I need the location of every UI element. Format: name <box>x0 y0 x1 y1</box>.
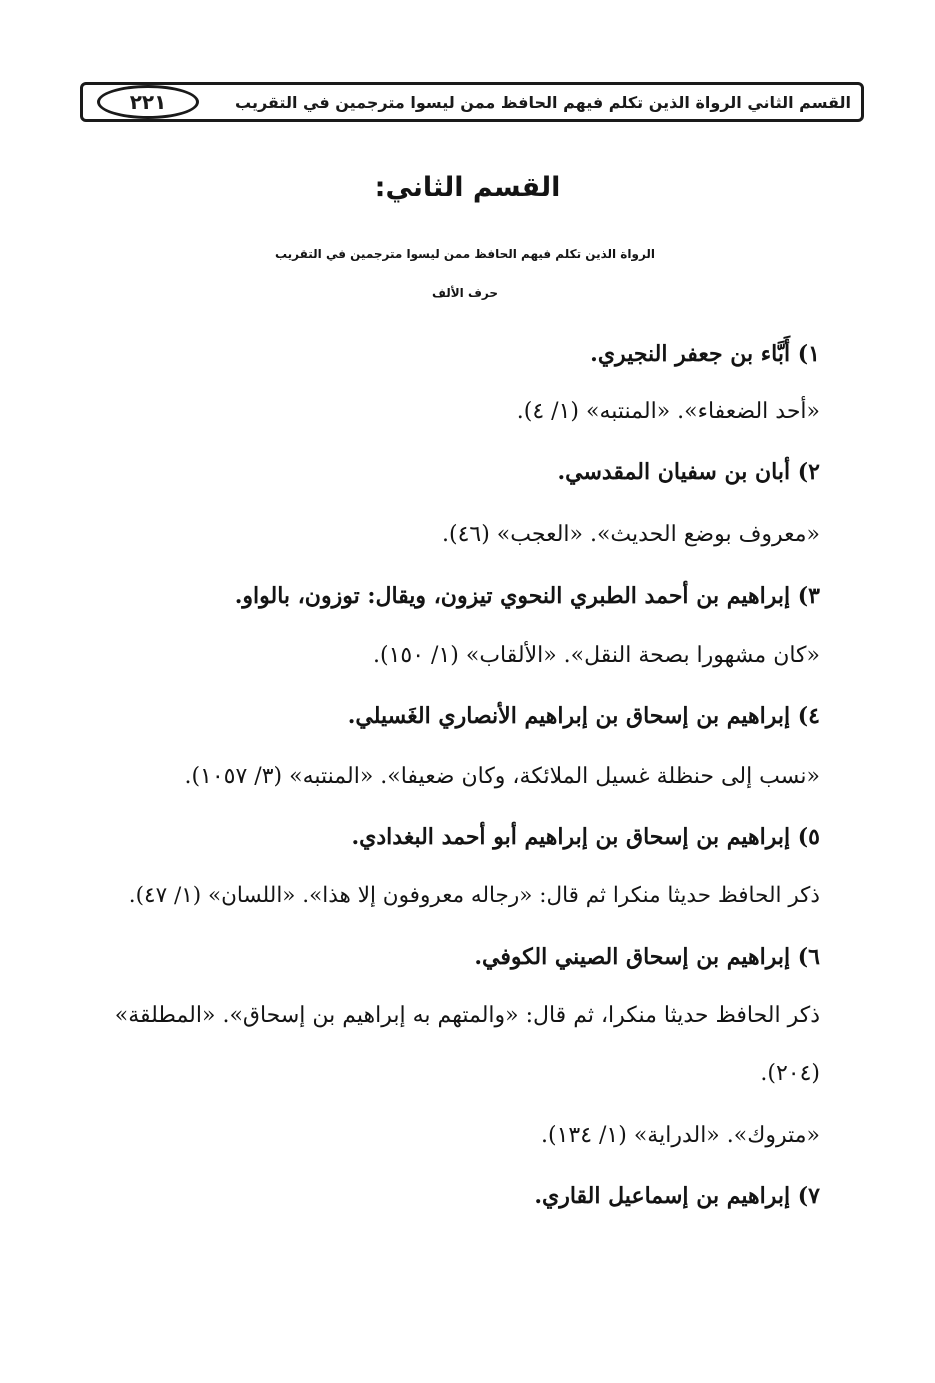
entry-4-verdict: «نسب إلى حنظلة غسيل الملائكة، وكان ضعيفا». «المنتبه» (٣/ ١٠٥٧). <box>184 764 820 789</box>
running-title: القسم الثاني الرواة الذين تكلم فيهم الحافظ ممن ليسوا مترجمين في التقريب <box>235 92 851 112</box>
entry-5-verdict: ذكر الحافظ حديثا منكرا ثم قال: «رجاله معروفون إلا هذا». «اللسان» (١/ ٤٧). <box>128 883 820 908</box>
entry-1-verdict: «أحد الضعفاء». «المنتبه» (١/ ٤). <box>516 399 820 424</box>
entry-4-name: ٤) إبراهيم بن إسحاق بن إبراهيم الأنصاري الغَسيلي. <box>347 703 820 729</box>
page-number: ٢٢١ <box>97 85 199 119</box>
entry-6-verdict: ذكر الحافظ حديثا منكرا، ثم قال: «والمتهم به إبراهيم بن إسحاق». «المطلقة» <box>114 1003 820 1028</box>
running-header <box>80 82 864 122</box>
entry-3-verdict: «كان مشهورا بصحة النقل». «الألقاب» (١/ ١٥٠). <box>373 643 820 668</box>
entry-2-name: ٢) أبان بن سفيان المقدسي. <box>557 459 820 485</box>
section-title: القسم الثاني: <box>374 172 561 203</box>
entry-6-name: ٦) إبراهيم بن إسحاق الصيني الكوفي. <box>474 944 820 970</box>
subtitle-line-1: الرواة الذين تكلم فيهم الحافظ ممن ليسوا مترجمين في التقريب <box>274 247 656 261</box>
subtitle-line-2: حرف الألف <box>431 286 499 300</box>
entry-3-name: ٣) إبراهيم بن أحمد الطبري النحوي تيزون، ويقال: توزون، بالواو. <box>234 583 820 609</box>
entry-6-verdict-continued: (٢٠٤). <box>760 1061 820 1086</box>
entry-1-name: ١) أَبَّاء بن جعفر النجيري. <box>590 341 820 367</box>
entry-5-name: ٥) إبراهيم بن إسحاق بن إبراهيم أبو أحمد البغدادي. <box>351 824 820 850</box>
entry-6-second-verdict: «متروك». «الدراية» (١/ ١٣٤). <box>540 1123 820 1148</box>
entry-7-name: ٧) إبراهيم بن إسماعيل القاري. <box>534 1183 820 1209</box>
entry-2-verdict: «معروف بوضع الحديث». «العجب» (٤٦). <box>442 522 820 547</box>
